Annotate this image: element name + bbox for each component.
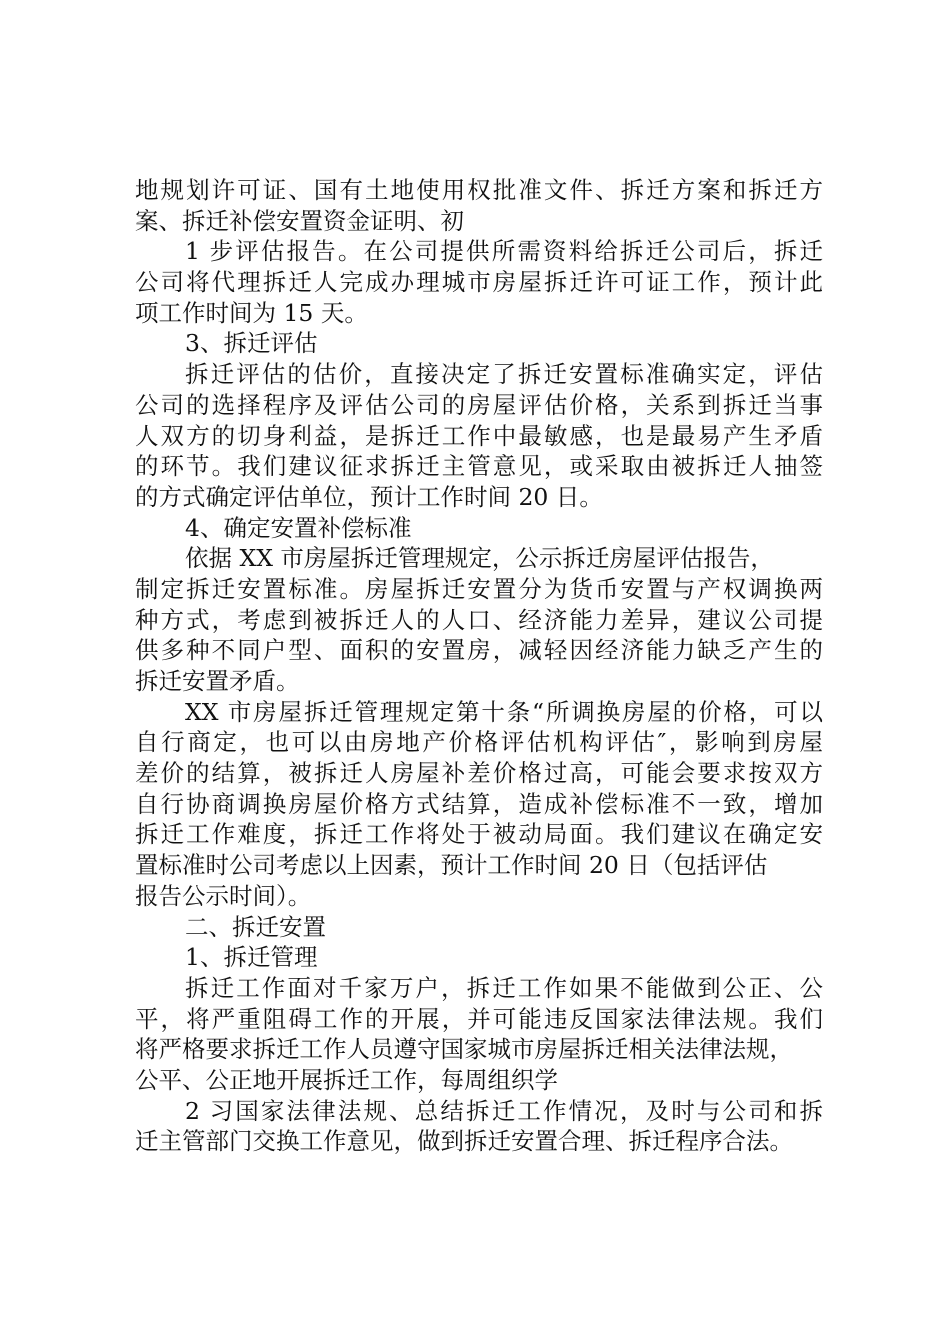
- text-line: 公平、公正地开展拆迁工作，每周组织学: [135, 1065, 558, 1094]
- text-line: 将严格要求拆迁工作人员遵守国家城市房屋拆迁相关法律法规，: [135, 1035, 793, 1064]
- text-line: 公司将代理拆迁人完成办理城市房屋拆迁许可证工作，预计此: [135, 268, 823, 297]
- text-line: 自行协商调换房屋价格方式结算，造成补偿标准不一致，增加: [135, 789, 823, 818]
- text-line: 迁主管部门交换工作意见，做到拆迁安置合理、拆迁程序合法。: [135, 1127, 793, 1156]
- text-line: 种方式，考虑到被拆迁人的人口、经济能力差异，建议公司提: [135, 605, 823, 634]
- text-line: 平，将严重阻碍工作的开展，并可能违反国家法律法规。我们: [135, 1004, 823, 1033]
- text-line: 案、拆迁补偿安置资金证明、初: [135, 206, 464, 235]
- text-line: 差价的结算，被拆迁人房屋补差价格过高，可能会要求按双方: [135, 759, 823, 788]
- text-line: 2 习国家法律法规、总结拆迁工作情况，及时与公司和拆: [185, 1096, 823, 1125]
- text-line: 拆迁工作难度，拆迁工作将处于被动局面。我们建议在确定安: [135, 820, 823, 849]
- text-line: 项工作时间为 15 天。: [135, 298, 368, 327]
- text-line: 依据 XX 市房屋拆迁管理规定，公示拆迁房屋评估报告，: [185, 544, 774, 573]
- text-line: 的环节。我们建议征求拆迁主管意见，或采取由被拆迁人抽签: [135, 452, 823, 481]
- text-line: XX 市房屋拆迁管理规定第十条“所调换房屋的价格，可以: [185, 697, 823, 726]
- text-line: 3、拆迁评估: [185, 329, 318, 358]
- text-line: 供多种不同户型、面积的安置房，减轻因经济能力缺乏产生的: [135, 636, 823, 665]
- text-line: 制定拆迁安置标准。房屋拆迁安置分为货币安置与产权调换两: [135, 574, 823, 603]
- text-line: 置标准时公司考虑以上因素，预计工作时间 20 日（包括评估: [135, 851, 768, 880]
- text-line: 公司的选择程序及评估公司的房屋评估价格，关系到拆迁当事: [135, 390, 823, 419]
- text-line: 4、确定安置补偿标准: [185, 513, 412, 542]
- text-line: 1、拆迁管理: [185, 943, 318, 972]
- text-line: 二、拆迁安置: [185, 912, 326, 941]
- text-line: 拆迁评估的估价，直接决定了拆迁安置标准确实定，评估: [185, 360, 823, 389]
- text-line: 报告公示时间）。: [135, 881, 312, 910]
- document-body: [135, 175, 823, 1157]
- text-line: 拆迁安置矛盾。: [135, 667, 300, 695]
- text-line: 地规划许可证、国有土地使用权批准文件、拆迁方案和拆迁方: [135, 176, 823, 204]
- text-line: 自行商定，也可以由房地产价格评估机构评估″，影响到房屋: [135, 728, 823, 757]
- text-line: 人双方的切身利益，是拆迁工作中最敏感，也是最易产生矛盾: [135, 421, 823, 450]
- text-line: 1 步评估报告。在公司提供所需资料给拆迁公司后，拆迁: [185, 237, 823, 266]
- text-line: 的方式确定评估单位，预计工作时间 20 日。: [135, 482, 603, 511]
- text-line: 拆迁工作面对千家万户，拆迁工作如果不能做到公正、公: [185, 973, 823, 1002]
